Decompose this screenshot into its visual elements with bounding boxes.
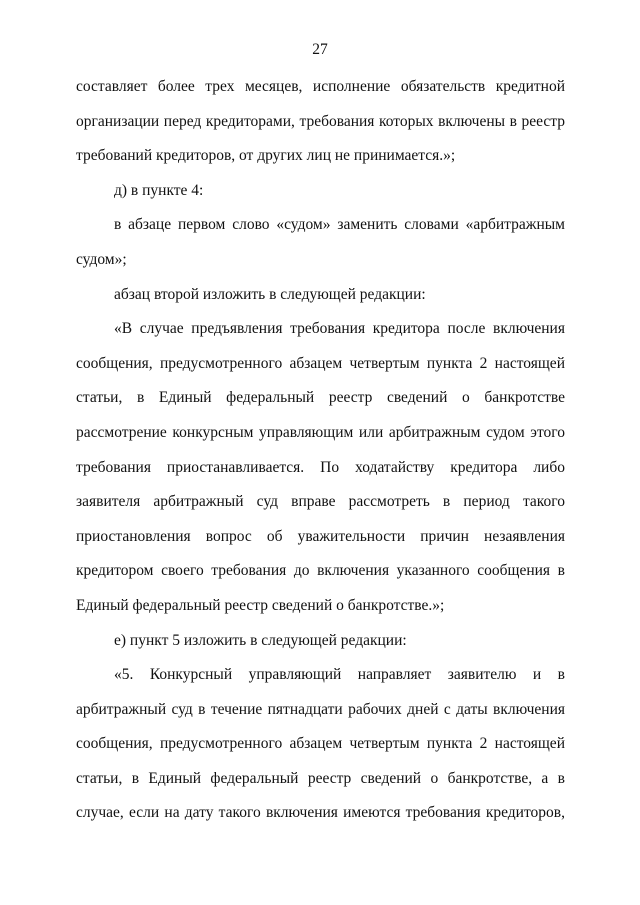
- page-number: 27: [312, 41, 328, 58]
- paragraph-quoted-case: «В случае предъявления требования кредитора после включения сообщения, предусмотренного абзацем четвертым пункта 2 настоящей статьи, в Единый федеральный реестр сведений о банкротстве рассмотрение конкурсным управляющим или арбитражным судом этого требования приостанавливается. По ходатайству кредитора либо заявителя арбитражный суд вправе рассмотреть в период такого приостановления вопрос об уважительности причин незаявления кредитором своего требования до включения указанного сообщения в Единый федеральный реестр сведений о банкротстве.»;: [76, 320, 565, 614]
- paragraph-replace-word: в абзаце первом слово «судом» заменить словами «арбитражным судом»;: [76, 216, 565, 268]
- paragraph-quoted-point-5: «5. Конкурсный управляющий направляет заявителю и в арбитражный суд в течение пятнадцати рабочих дней с даты включения сообщения, предусмотренного абзацем четвертым пункта 2 настоящей статьи, в Единый федеральный реестр сведений о банкротстве, а в случае, если на дату такого включения имеются требования кредиторов,: [76, 666, 565, 822]
- paragraph-item-d: д) в пункте 4:: [114, 181, 204, 199]
- paragraph-continuation: составляет более трех месяцев, исполнение обязательств кредитной организации перед кредиторами, требования которых включены в реестр требований кредиторов, от других лиц не принимается.»;: [76, 78, 565, 165]
- document-body: [76, 70, 565, 831]
- paragraph-second-abzac-intro: абзац второй изложить в следующей редакции:: [114, 285, 426, 303]
- paragraph-item-e: е) пункт 5 изложить в следующей редакции:: [114, 631, 407, 649]
